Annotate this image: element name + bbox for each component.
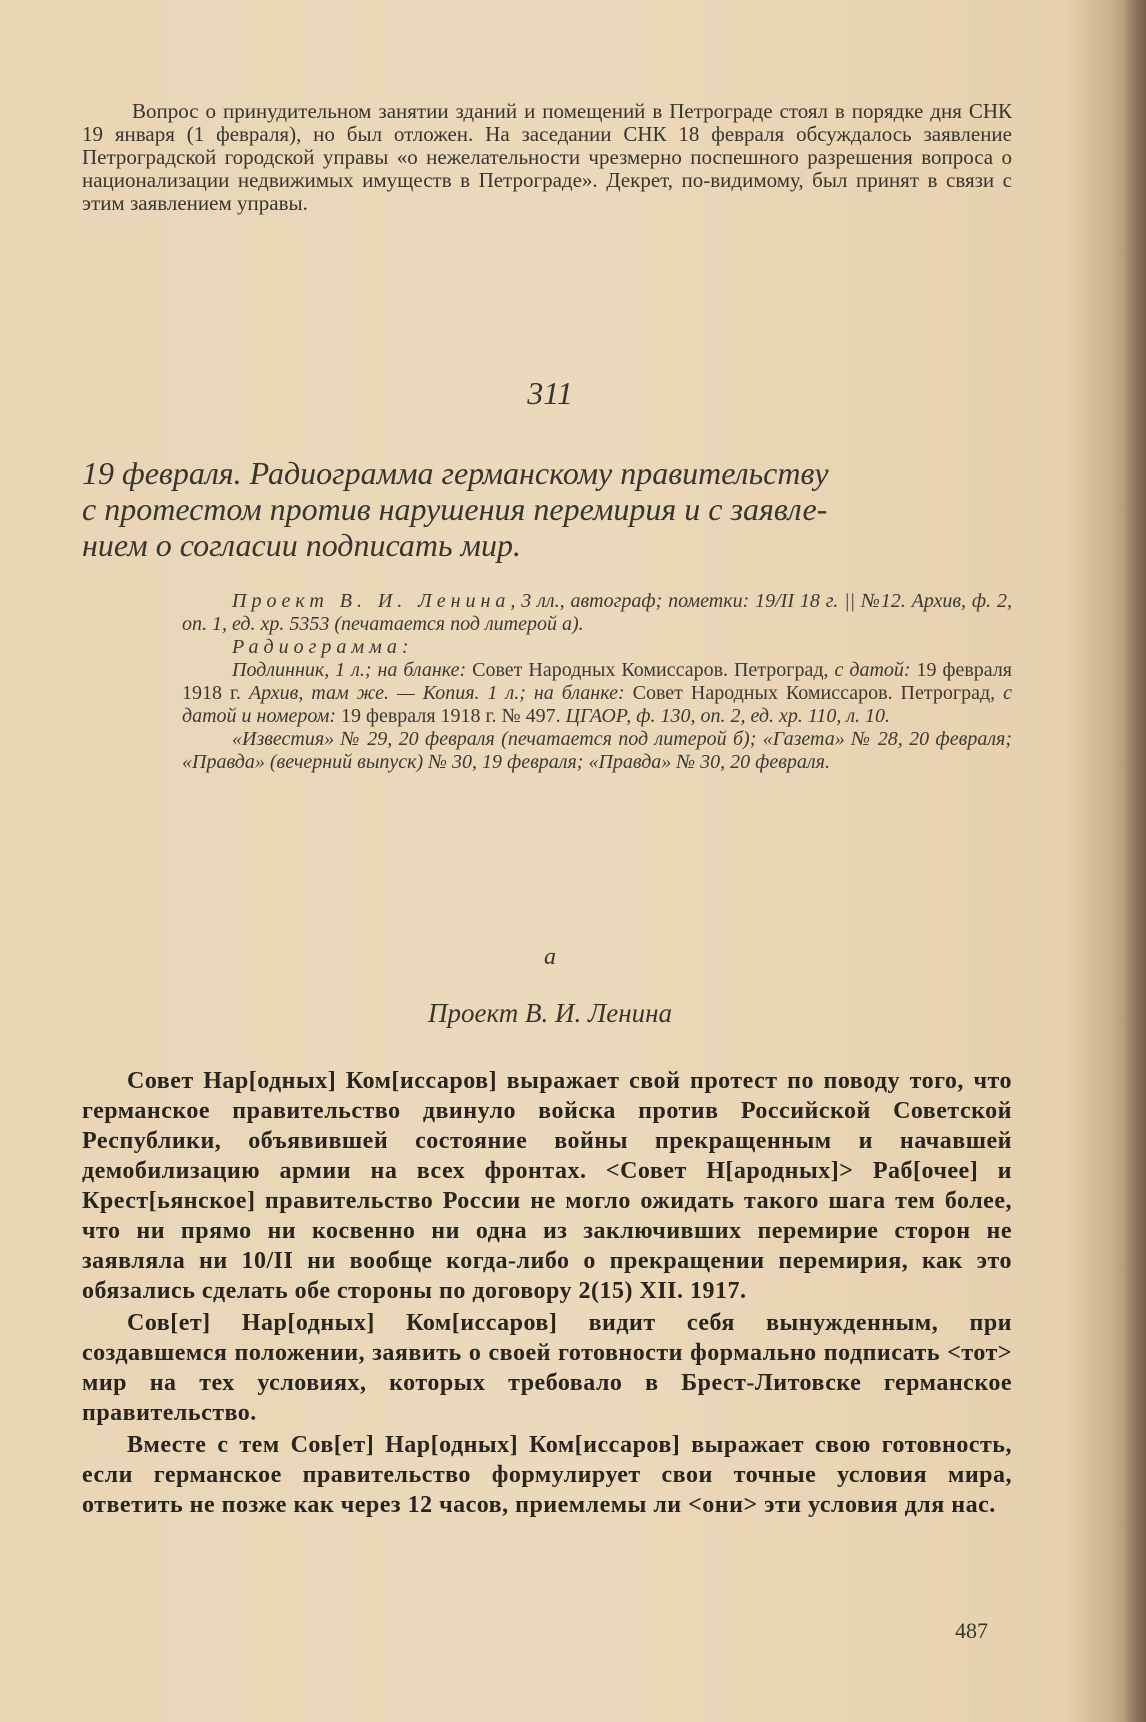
title-line: 19 февраля. Радиограмма германскому правительству — [82, 455, 829, 491]
note-paragraph: Вопрос о принудительном занятии зданий и помещений в Петрограде стоял в порядке дня СНК 19 января (1 февраля), но был отложен. На заседании СНК 18 февраля обсуждалось заявление Петроградской городской управы «о нежелательности чрезмерно поспешного разрешения вопроса о национализации недвижимых имуществ в Петрограде». Декрет, по-видимому, был принят в связи с этим заявлением управы. — [82, 99, 1012, 215]
document-title — [82, 455, 1012, 563]
main-text — [82, 1066, 1012, 1522]
source-original — [182, 659, 1012, 728]
source-text: 19 февраля 1918 г. — [182, 659, 1012, 704]
source-label: с датой и номером: — [182, 682, 1012, 727]
source-label: с датой: — [834, 659, 911, 681]
source-detail: «Известия» № 29, 20 февраля (печатается под литерой б); «Газета» № 28, 20 февраля; «Правда» (вечерний выпуск) № 30, 19 февраля; «Правда» № 30, 20 февраля. — [182, 728, 1012, 773]
page-number: 487 — [955, 1618, 988, 1643]
source-publications — [182, 728, 1012, 774]
document-number: 311 — [527, 375, 573, 411]
body-paragraph: Вместе с тем Сов[ет] Нар[одных] Ком[иссаров] выражает свою готовность, если германское правительство формулирует свои точные условия мира, ответить не позже как через 12 часов, приемлемы ли <они> эти условия для нас. — [82, 1432, 1012, 1518]
source-label: Проект В. И. Ленина — [232, 590, 511, 612]
source-draft — [182, 590, 1012, 636]
source-text: Совет Народных Комиссаров. Петроград, — [466, 659, 835, 681]
source-references — [182, 590, 1012, 774]
variant-letter: а — [544, 944, 556, 970]
source-archive: Архив, там же. — Копия. 1 л.; на бланке: — [248, 682, 625, 704]
title-line: нием о согласии подписать мир. — [82, 527, 521, 563]
source-text: Совет Народных Комиссаров. Петроград, — [624, 682, 1004, 704]
draft-subtitle: Проект В. И. Ленина — [427, 998, 673, 1028]
source-label: Подлинник, 1 л.; на бланке: — [232, 659, 467, 681]
source-radiogram — [232, 636, 1012, 659]
title-line: с протестом против нарушения перемирия и с заявле- — [82, 491, 828, 527]
source-archive: ЦГАОР, ф. 130, оп. 2, ед. хр. 110, л. 10. — [565, 705, 891, 727]
book-spine-shadow — [1124, 0, 1146, 1722]
editorial-note — [82, 100, 1012, 215]
source-text: 19 февраля 1918 г. № 497. — [336, 705, 566, 727]
body-paragraph: Совет Нар[одных] Ком[иссаров] выражает свой протест по поводу того, что германское правительство двинуло войска против Российской Советской Республики, объявившей состояние войны прекращенным и начавшей демобилизацию армии на всех фронтах. <Совет Н[ародных]> Раб[очее] и Крест[ьянское] правительство России не могло ожидать такого шага тем более, что ни прямо ни косвенно ни одна из заключивших перемирие сторон не заявляла ни 10/II ни вообще когда-либо о прекращении перемирия, как это обязались сделать обе стороны по договору 2(15) XII. 1917. — [82, 1068, 1012, 1304]
source-label: Радиограмма: — [232, 636, 414, 658]
body-paragraph: Сов[ет] Нар[одных] Ком[иссаров] видит себя вынужденным, при создавшемся положении, заявить о своей готовности формально подписать <тот> мир на тех условиях, которых требовало в Брест-Литовске германское правительство. — [82, 1310, 1012, 1426]
source-detail: , 3 лл., автограф; пометки: 19/II 18 г. || №12. Архив, ф. 2, оп. 1, ед. хр. 5353 (печатается под литерой а). — [182, 590, 1012, 635]
